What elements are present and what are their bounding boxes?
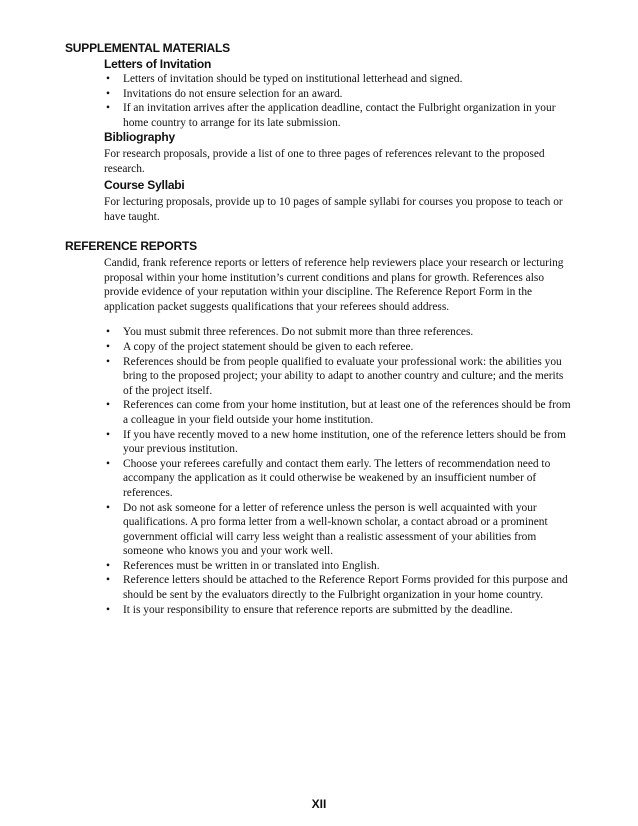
list-item xyxy=(104,87,574,102)
reference-reports-section xyxy=(104,256,574,617)
list-item-text: If an invitation arrives after the application deadline, contact the Fulbright organization in your home country to arrange for its late submission. xyxy=(123,102,556,129)
list-item xyxy=(104,573,574,602)
reference-reports-heading: REFERENCE REPORTS xyxy=(65,239,197,253)
bullet-icon: • xyxy=(106,73,110,85)
list-item-text: It is your responsibility to ensure that reference reports are submitted by the deadline. xyxy=(123,603,513,616)
bullet-icon: • xyxy=(106,574,110,587)
list-item xyxy=(104,559,574,574)
bullet-icon: • xyxy=(106,559,110,572)
letters-bullet-list xyxy=(104,72,574,130)
page-number: XII xyxy=(311,797,327,811)
list-item xyxy=(104,340,574,355)
course-syllabi-section xyxy=(104,177,574,224)
bullet-icon: • xyxy=(106,102,110,115)
list-item xyxy=(104,501,574,559)
reference-bullet-list xyxy=(104,325,574,617)
bullet-icon: • xyxy=(106,326,110,339)
bibliography-section xyxy=(104,129,574,176)
list-item-text: References can come from your home institution, but at least one of the references should be from a colleague in your field outside your home institution. xyxy=(123,399,571,426)
bullet-icon: • xyxy=(106,87,110,100)
supplemental-materials-heading: SUPPLEMENTAL MATERIALS xyxy=(65,41,230,55)
list-item-text: Choose your referees carefully and contact them early. The letters of recommendation need to accompany the application as it could otherwise be weakened by an insufficient number of references. xyxy=(123,457,551,499)
bullet-icon: • xyxy=(106,603,110,616)
bullet-icon: • xyxy=(106,340,110,353)
course-syllabi-heading: Course Syllabi xyxy=(104,178,185,192)
reference-intro-text: Candid, frank reference reports or letters of reference help reviewers place your research or lecturing proposal within your home institution’s current conditions and plans for growth. References also provide evidence of your reputation within your discipline. The Reference Report Form in the application packet suggests qualifications that your referees should address. xyxy=(104,257,564,313)
list-item-text: References should be from people qualified to evaluate your professional work: the abilities you bring to the proposed project; your ability to adapt to another country and culture; and the merits of the project itself. xyxy=(123,355,564,397)
bullet-icon: • xyxy=(106,428,110,441)
bullet-icon: • xyxy=(106,501,110,514)
list-item-text: Reference letters should be attached to the Reference Report Forms provided for this purpose and should be sent by the evaluators directly to the Fulbright organization in your home country. xyxy=(123,574,568,602)
list-item-text: References must be written in or translated into English. xyxy=(123,559,380,572)
list-item xyxy=(104,355,574,399)
list-item-text: You must submit three references. Do not submit more than three references. xyxy=(123,326,474,339)
list-item xyxy=(104,325,574,340)
list-item xyxy=(104,457,574,501)
list-item xyxy=(104,398,574,427)
list-item-text: Do not ask someone for a letter of reference unless the person is well acquainted with your qualifications. A pro forma letter from a well-known scholar, a contact abroad or a prominent government official will carry less weight than a realistic assessment of your abilities from someone who knows you and your work well. xyxy=(123,501,548,558)
list-item xyxy=(104,428,574,457)
list-item xyxy=(104,72,574,87)
list-item xyxy=(104,603,574,618)
letters-of-invitation-heading: Letters of Invitation xyxy=(104,57,212,71)
list-item-text: If you have recently moved to a new home institution, one of the reference letters should be from your previous institution. xyxy=(123,428,566,456)
letters-of-invitation-section xyxy=(104,56,574,130)
bibliography-text: For research proposals, provide a list of one to three pages of references relevant to the proposed research. xyxy=(104,148,545,175)
bullet-icon: • xyxy=(106,457,110,470)
bullet-icon: • xyxy=(106,355,110,368)
bullet-icon: • xyxy=(106,399,110,412)
list-item-text: A copy of the project statement should be given to each referee. xyxy=(123,340,414,353)
course-syllabi-text: For lecturing proposals, provide up to 10 pages of sample syllabi for courses you propose to teach or have taught. xyxy=(104,196,563,223)
bibliography-heading: Bibliography xyxy=(104,130,175,144)
list-item-text: Letters of invitation should be typed on institutional letterhead and signed. xyxy=(123,73,463,85)
list-item-text: Invitations do not ensure selection for an award. xyxy=(123,87,343,100)
list-item xyxy=(104,101,574,130)
